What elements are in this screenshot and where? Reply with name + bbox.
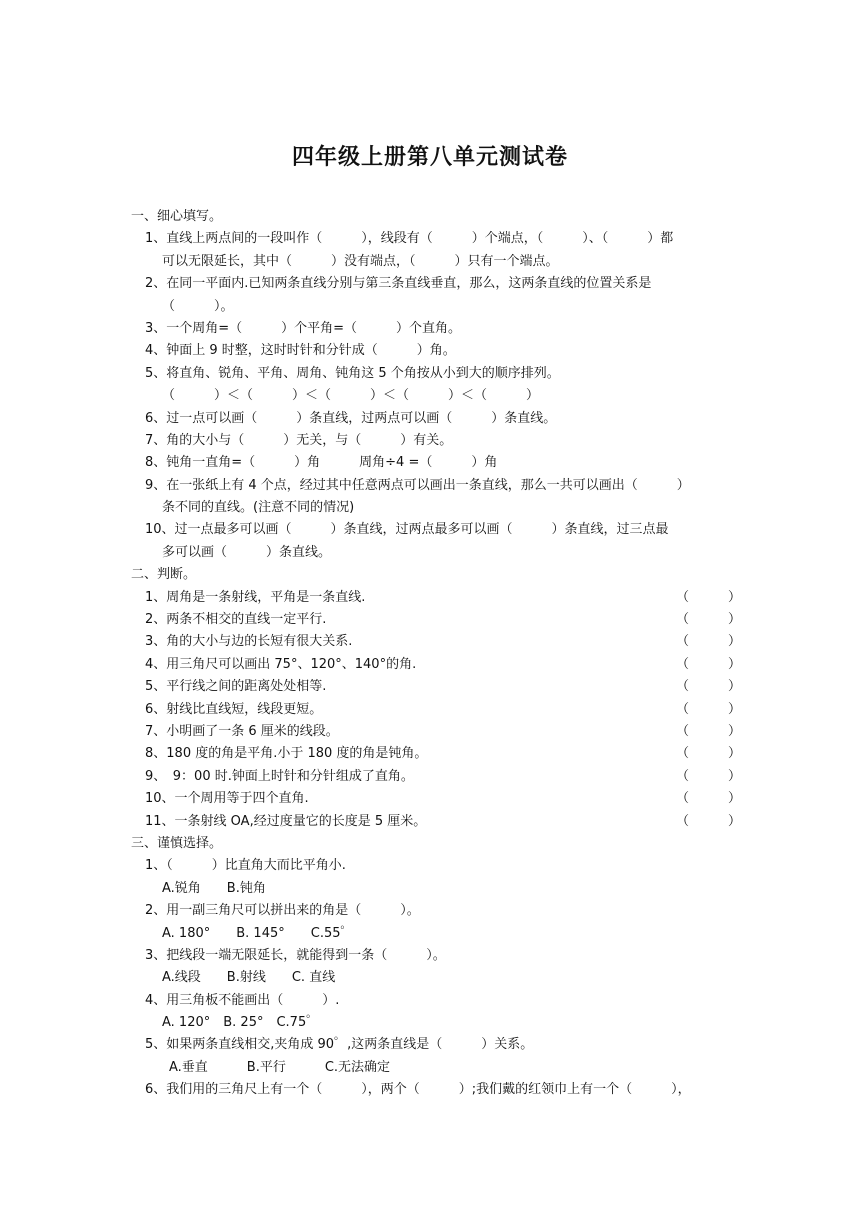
fill-question-2: 2、在同一平面内.已知两条直线分别与第三条直线垂直，那么，这两条直线的位置关系是 — [145, 276, 652, 292]
judge-question — [0, 766, 860, 788]
judge-question — [0, 654, 860, 676]
fill-question-5: 5、将直角、锐角、平角、周角、钝角这 5 个角按从小到大的顺序排列。 — [145, 365, 560, 381]
fill-question-2-cont: （ ）。 — [162, 298, 234, 314]
choice-question-2: 2、用一副三角尺可以拼出来的角是（ ）。 — [145, 903, 420, 919]
section-heading: 一、细心填写。 — [131, 209, 223, 224]
fill-question-5-cont: （ ）＜（ ）＜（ ）＜（ ）＜（ ） — [162, 388, 540, 404]
page-title: 四年级上册第八单元测试卷 — [291, 145, 568, 170]
answer-bracket: （ ） — [676, 746, 742, 762]
choice-question-6: 6、我们用的三角尺上有一个（ ），两个（ ）;我们戴的红领巾上有一个（ ）， — [145, 1082, 691, 1098]
judge-text: 9、 9：00 时.钟面上时针和分针组成了直角。 — [145, 768, 414, 784]
judge-question — [0, 743, 860, 765]
choice-options-1: A.锐角 B.钝角 — [162, 880, 266, 896]
judge-text: 10、一个周用等于四个直角. — [145, 791, 309, 807]
fill-question-10-cont: 多可以画（ ）条直线。 — [162, 544, 332, 560]
choice-question-4: 4、用三角板不能画出（ ）. — [145, 992, 340, 1008]
choice-question-3: 3、把线段一端无限延长，就能得到一条（ ）。 — [145, 947, 446, 963]
fill-question-1: 1、直线上两点间的一段叫作（ ），线段有（ ）个端点，（ ）、（ ）都 — [145, 231, 674, 247]
fill-question-9: 9、在一张纸上有 4 个点，经过其中任意两点可以画出一条直线，那么一共可以画出（ ） — [145, 477, 690, 493]
judge-text: 2、两条不相交的直线一定平行. — [145, 612, 327, 628]
fill-question-1-cont: 可以无限延长，其中（ ）没有端点，（ ）只有一个端点。 — [162, 253, 559, 269]
judge-text: 6、射线比直线短，线段更短。 — [145, 701, 323, 717]
fill-question-10: 10、过一点最多可以画（ ）条直线，过两点最多可以画（ ）条直线，过三点最 — [145, 522, 669, 538]
judge-question — [0, 811, 860, 833]
judge-text: 8、180 度的角是平角.小于 180 度的角是钝角。 — [145, 746, 428, 762]
fill-question-7: 7、角的大小与（ ）无关，与（ ）有关。 — [145, 432, 453, 448]
answer-bracket: （ ） — [676, 612, 742, 628]
judge-text: 7、小明画了一条 6 厘米的线段。 — [145, 723, 339, 739]
fill-question-9-cont: 条不同的直线。(注意不同的情况) — [162, 500, 355, 516]
judge-question — [0, 788, 860, 810]
judge-text: 3、角的大小与边的长短有很大关系. — [145, 634, 353, 650]
section-heading: 三、谨慎选择。 — [131, 835, 223, 851]
fill-question-8: 8、钝角一直角=（ ）角 周角÷4 =（ ）角 — [145, 455, 498, 471]
choice-question-1: 1、（ ）比直角大而比平角小. — [145, 858, 346, 874]
choice-options-3: A.线段 B.射线 C. 直线 — [162, 970, 336, 986]
fill-question-6: 6、过一点可以画（ ）条直线，过两点可以画（ ）条直线。 — [145, 410, 557, 426]
fill-question-3: 3、一个周角=（ ）个平角=（ ）个直角。 — [145, 320, 462, 336]
choice-options-4: A. 120° B. 25° C.75゜ — [162, 1015, 320, 1031]
judge-text: 4、用三角尺可以画出 75°、120°、140°的角. — [145, 656, 417, 672]
judge-question — [0, 587, 860, 609]
answer-bracket: （ ） — [676, 679, 742, 695]
answer-bracket: （ ） — [676, 656, 742, 672]
judge-question — [0, 631, 860, 653]
judge-text: 1、周角是一条射线，平角是一条直线. — [145, 589, 366, 605]
answer-bracket: （ ） — [676, 589, 742, 605]
judge-text: 5、平行线之间的距离处处相等. — [145, 679, 327, 695]
judge-question — [0, 676, 860, 698]
judge-text: 11、一条射线 OA,经过度量它的长度是 5 厘米。 — [145, 813, 427, 829]
answer-bracket: （ ） — [676, 634, 742, 650]
judge-question — [0, 699, 860, 721]
answer-bracket: （ ） — [676, 768, 742, 784]
choice-options-5: A.垂直 B.平行 C.无法确定 — [169, 1059, 391, 1075]
judge-question — [0, 721, 860, 743]
choice-question-5: 5、如果两条直线相交,夹角成 90゜,这两条直线是（ ）关系。 — [145, 1037, 534, 1053]
section-heading: 二、判断。 — [131, 567, 197, 583]
fill-question-4: 4、钟面上 9 时整，这时时针和分针成（ ）角。 — [145, 343, 456, 359]
answer-bracket: （ ） — [676, 813, 742, 829]
answer-bracket: （ ） — [676, 723, 742, 739]
paper-content — [0, 206, 860, 1102]
answer-bracket: （ ） — [676, 791, 742, 807]
judge-question — [0, 609, 860, 631]
choice-options-2: A. 180° B. 145° C.55゜ — [162, 925, 354, 941]
answer-bracket: （ ） — [676, 701, 742, 717]
